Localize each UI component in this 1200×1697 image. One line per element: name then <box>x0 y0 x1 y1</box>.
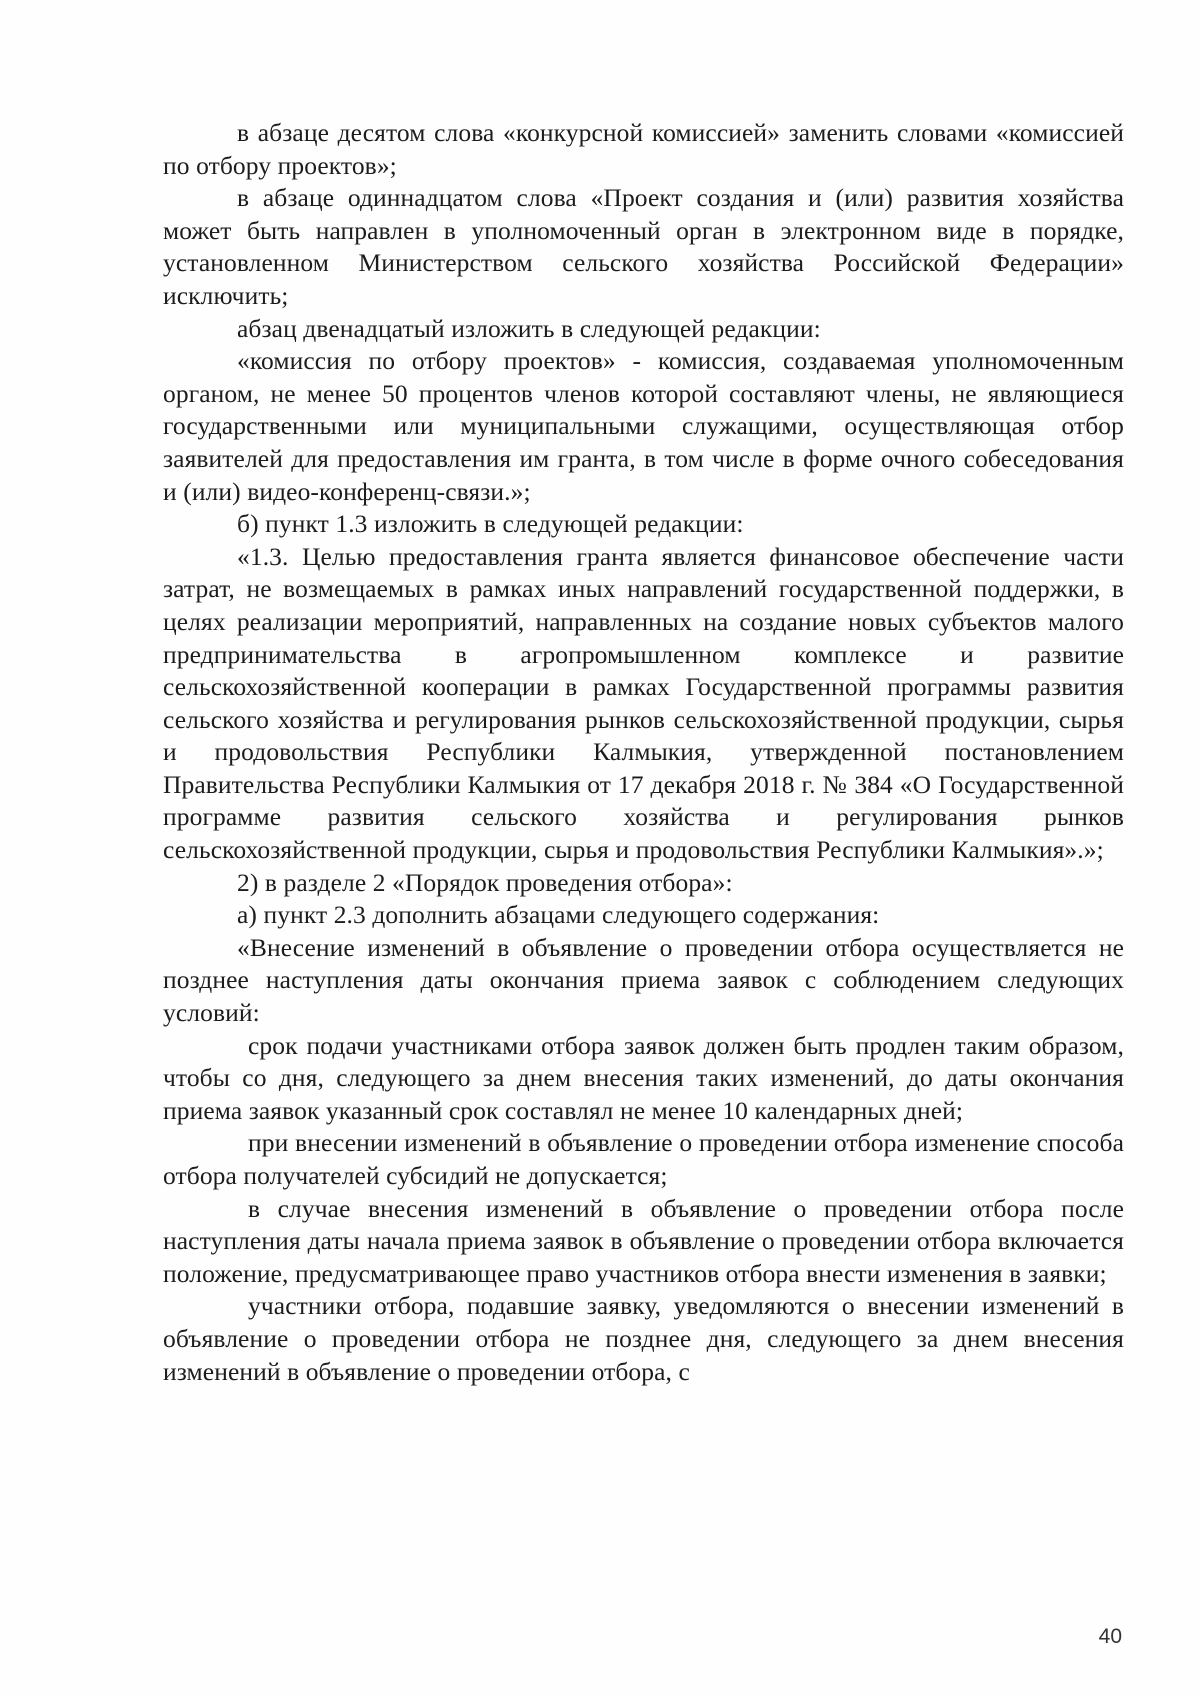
paragraph: «Внесение изменений в объявление о проведении отбора осуществляется не позднее наступления даты окончания приема заявок с соблюдением следующих условий: <box>163 932 1124 1028</box>
paragraph: «1.3. Целью предоставления гранта является финансовое обеспечение части затрат, не возмещаемых в рамках иных направлений государственной поддержки, в целях реализации мероприятий, направленных на создание новых субъектов малого предпринимательства в агропромышленном комплексе и развитие сельскохозяйственной кооперации в рамках Государственной программы развития сельского хозяйства и регулирования рынков сельскохозяйственной продукции, сырья и продовольствия Республики Калмыкия, утвержденной постановлением Правительства Республики Калмыкия от 17 декабря 2018 г. № 384 «О Государственной программе развития сельского хозяйства и регулирования рынков сельскохозяйственной продукции, сырья и продовольствия Республики Калмыкия».»; <box>163 541 1124 865</box>
paragraph: в абзаце десятом слова «конкурсной комиссией» заменить словами «комиссией по отбору проектов»; <box>163 118 1124 180</box>
paragraph: в абзаце одиннадцатом слова «Проект создания и (или) развития хозяйства может быть направлен в уполномоченный орган в электронном виде в порядке, установленном Министерством сельского хозяйства Российской Федерации» исключить; <box>163 183 1124 310</box>
paragraph: срок подачи участниками отбора заявок должен быть продлен таким образом, чтобы со дня, следующего за днем внесения таких изменений, до даты окончания приема заявок указанный срок составлял не менее 10 календарных дней; <box>163 1030 1124 1125</box>
page-number: 40 <box>1098 1625 1122 1648</box>
paragraph: б) пункт 1.3 изложить в следующей редакции: <box>237 509 744 539</box>
paragraph: участники отбора, подавшие заявку, уведомляются о внесении изменений в объявление о проведении отбора не позднее дня, следующего за днем внесения изменений в объявление о проведении отбора, с <box>163 1291 1124 1386</box>
paragraph: абзац двенадцатый изложить в следующей редакции: <box>237 313 821 343</box>
paragraph: в случае внесения изменений в объявление о проведении отбора после наступления даты начала приема заявок в объявление о проведении отбора включается положение, предусматривающее право участников отбора внести изменения в заявки; <box>163 1193 1124 1288</box>
paragraph: 2) в разделе 2 «Порядок проведения отбора»: <box>237 867 733 897</box>
paragraph: при внесении изменений в объявление о проведении отбора изменение способа отбора получателей субсидий не допускается; <box>163 1128 1124 1190</box>
paragraph: а) пункт 2.3 дополнить абзацами следующего содержания: <box>237 900 880 930</box>
document-body <box>163 117 1124 1388</box>
paragraph: «комиссия по отбору проектов» - комиссия, создаваемая уполномоченным органом, не менее 50 процентов членов которой составляют члены, не являющиеся государственными или муниципальными служащими, осуществляющая отбор заявителей для предоставления им гранта, в том числе в форме очного собеседования и (или) видео-конференц-связи.»; <box>163 346 1124 506</box>
